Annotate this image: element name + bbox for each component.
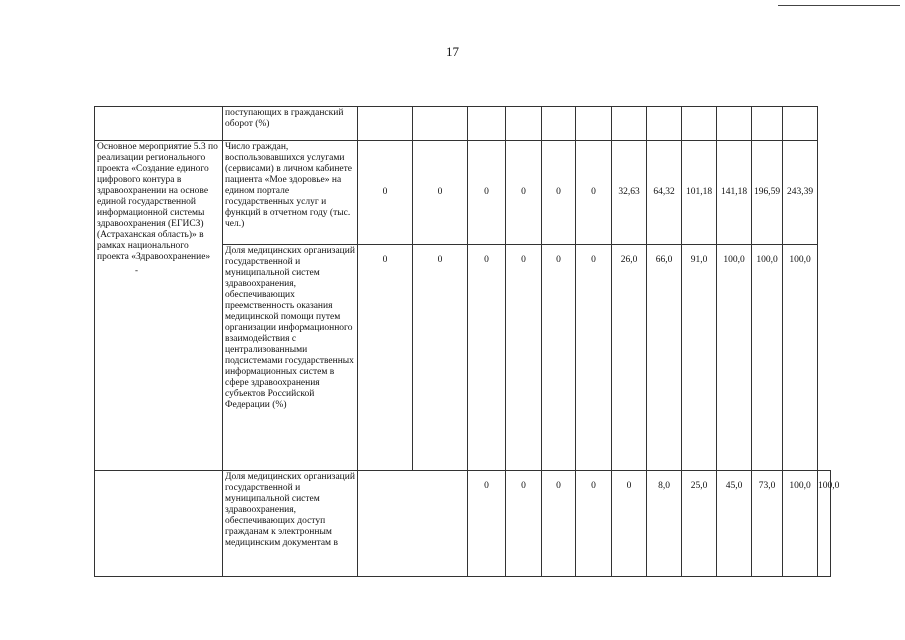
value-cell: 243,39 bbox=[783, 141, 818, 245]
value-cell: 91,0 bbox=[682, 245, 717, 471]
event-cell bbox=[95, 471, 223, 577]
value-cell: 100,0 bbox=[783, 471, 818, 577]
value-cell bbox=[358, 471, 468, 577]
value-cell bbox=[717, 107, 752, 141]
indicators-table bbox=[94, 106, 840, 577]
indicator-cell: Доля медицинских организаций государственной и муниципальной систем здравоохранения, обеспечивающих преемственность оказания медицинской помощи путем организации информационного взаимодействия с централизованными подсистемами государственных информационных систем в сфере здравоохранения субъектов Российской Федерации (%) bbox=[223, 245, 358, 471]
value-cell: 0 bbox=[542, 471, 576, 577]
value-cell: 100,0 bbox=[717, 245, 752, 471]
value-cell: 0 bbox=[468, 141, 506, 245]
value-cell: 0 bbox=[576, 245, 612, 471]
value-cell bbox=[576, 107, 612, 141]
event-text: Основное мероприятие 5.3 по реализации регионального проекта «Создание единого цифрового контура в здравоохранении на основе единой государственной информационной системы здравоохранения (ЕГИСЗ) (Астраханская область)» в рамках национального проекта «Здравоохранение» bbox=[97, 142, 218, 262]
value-cell: 32,63 bbox=[612, 141, 647, 245]
value-cell bbox=[468, 107, 506, 141]
table-row bbox=[95, 141, 831, 245]
value-cell: 25,0 bbox=[682, 471, 717, 577]
value-cell bbox=[612, 107, 647, 141]
indicator-cell: Доля медицинских организаций государственной и муниципальной систем здравоохранения, обеспечивающих доступ гражданам к электронным медицинским документам в bbox=[223, 471, 358, 577]
value-cell: 0 bbox=[413, 245, 468, 471]
indicator-cell: поступающих в гражданский оборот (%) bbox=[223, 107, 358, 141]
value-cell: 64,32 bbox=[647, 141, 682, 245]
value-cell: 0 bbox=[506, 141, 542, 245]
value-cell: 100,0 bbox=[783, 245, 818, 471]
value-cell: 100,0 bbox=[818, 471, 831, 577]
value-cell bbox=[647, 107, 682, 141]
value-cell: 0 bbox=[612, 471, 647, 577]
value-cell bbox=[783, 107, 818, 141]
table-row bbox=[95, 471, 831, 577]
event-cell bbox=[95, 107, 223, 141]
value-cell: 0 bbox=[358, 141, 413, 245]
value-cell: 66,0 bbox=[647, 245, 682, 471]
value-cell: 0 bbox=[506, 245, 542, 471]
value-cell bbox=[682, 107, 717, 141]
value-cell: 45,0 bbox=[717, 471, 752, 577]
table-row bbox=[95, 107, 831, 141]
value-cell: 0 bbox=[506, 471, 542, 577]
value-cell: 26,0 bbox=[612, 245, 647, 471]
page-number: 17 bbox=[446, 44, 459, 59]
value-cell: 0 bbox=[576, 141, 612, 245]
value-cell bbox=[542, 107, 576, 141]
value-cell: 100,0 bbox=[752, 245, 783, 471]
value-cell bbox=[752, 107, 783, 141]
value-cell: 73,0 bbox=[752, 471, 783, 577]
top-rule bbox=[778, 5, 900, 6]
value-cell: 101,18 bbox=[682, 141, 717, 245]
value-cell: 0 bbox=[468, 471, 506, 577]
value-cell bbox=[413, 107, 468, 141]
indicator-cell: Число граждан, воспользовавшихся услугами (сервисами) в личном кабинете пациента «Мое здоровье» на едином портале государственных услуг и функций в отчетном году (тыс. чел.) bbox=[223, 141, 358, 245]
value-cell: 0 bbox=[576, 471, 612, 577]
value-cell bbox=[506, 107, 542, 141]
value-cell: 0 bbox=[358, 245, 413, 471]
value-cell: 0 bbox=[413, 141, 468, 245]
event-mark: - bbox=[135, 265, 138, 275]
event-cell bbox=[95, 141, 223, 471]
value-cell bbox=[358, 107, 413, 141]
value-cell: 0 bbox=[468, 245, 506, 471]
value-cell: 0 bbox=[542, 245, 576, 471]
value-cell: 196,59 bbox=[752, 141, 783, 245]
value-cell: 8,0 bbox=[647, 471, 682, 577]
value-cell: 0 bbox=[542, 141, 576, 245]
value-cell: 141,18 bbox=[717, 141, 752, 245]
